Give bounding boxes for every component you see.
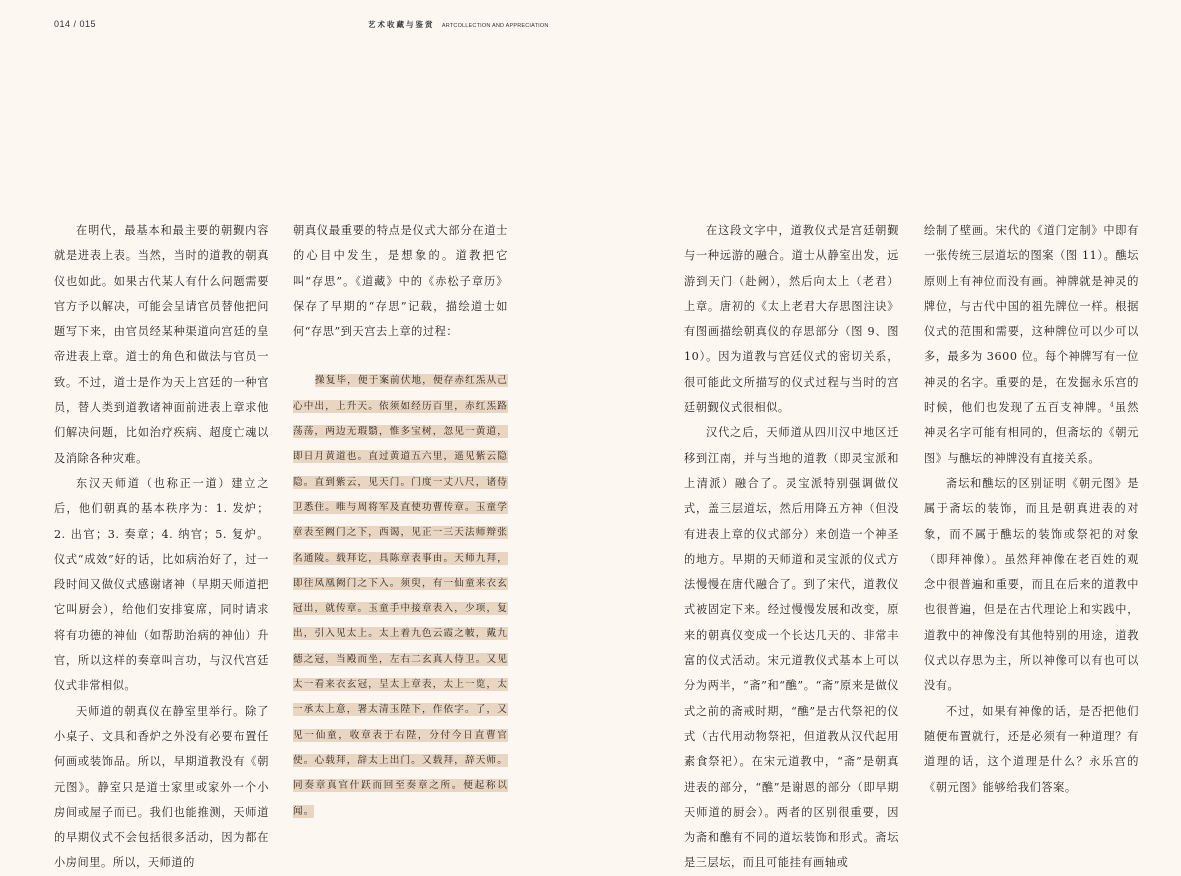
text-column-4 <box>924 218 1139 800</box>
paragraph: 斋坛和醮坛的区别证明《朝元图》是属于斋坛的装饰，而且是朝真进表的对象，而不属于醮坛的装饰或祭祀的对象（即拜神像）。虽然拜神像在老百姓的观念中很普遍和重要，而且在后来的道教中也很普遍，但是在古代理论上和实践中，道教中的神像没有其他特别的用途，道教仪式以存思为主，所以神像可以有也可以没有。 <box>924 476 1139 693</box>
footnote-marker[interactable]: 4 <box>1109 401 1115 409</box>
paragraph: 天师道的朝真仪在静室里举行。除了小桌子、文具和香炉之外没有必要布置任何画或装饰品。所以，早期道教没有《朝元图》。静室只是道士家里或家外一个小房间或屋子而已。我们也能推测，天师道的早期仪式不会包括很多活动，因为都在小房间里。所以，天师道的 <box>54 704 269 870</box>
text-column-1 <box>54 218 269 876</box>
running-title-cn: 艺术收藏与鉴赏 <box>368 20 435 29</box>
block-quote <box>293 368 508 823</box>
paragraph-text: 虽然神灵名字可能有相同的，但斋坛的《朝元图》与醮坛的神牌没有直接关系。 <box>924 401 1139 465</box>
page-folio: 014 / 015 <box>54 19 97 29</box>
paragraph: 在这段文字中，道教仪式是宫廷朝觐与一种远游的融合。道士从静室出发，远游到天门（赴阙），然后向太上（老君）上章。唐初的《太上老君大存思图注诀》有图画描绘朝真仪的存思部分（图 9、图 10）。因为道教与宫廷仪式的密切关系，很可能此文所描写的仪式过程与当时的宫廷朝觐仪式很相似。 <box>684 224 899 415</box>
paragraph: 汉代之后，天师道从四川汉中地区迁移到江南，并与当地的道教（即灵宝派和上清派）融合了。灵宝派特别强调做仪式，盖三层道坛，然后用降五方神（但没有进表上章的仪式部分）来创造一个神圣的地方。早期的天师道和灵宝派的仪式方法慢慢在唐代融合了。到了宋代，道教仪式被固定下来。经过慢慢发展和改变，原来的朝真仪变成一个长达几天的、非常丰富的仪式活动。宋元道教仪式基本上可以分为两半，“斋”和“醮”。“斋”原来是做仪式之前的斋戒时期，“醮”是古代祭祀的仪式（古代用动物祭祀，但道教从汉代起用素食祭祀）。在宋元道教中，“斋”是朝真进表的部分，“醮”是谢恩的部分（即早期天师道的厨会）。两者的区别很重要，因为斋和醮有不同的道坛装饰和形式。斋坛是三层坛，而且可能挂有画轴或 <box>684 426 899 870</box>
text-column-3 <box>684 218 899 876</box>
paragraph-text: 绘制了壁画。宋代的《道门定制》中即有一张传统三层道坛的图案（图 11）。醮坛原则上有神位而没有画。神牌就是神灵的牌位，与古代中国的祖先牌位一样。根据仪式的范围和需要，这种牌位可以少可以多，最多为 3600 位。每个神牌写有一位神灵的名字。重要的是，在发掘永乐宫的时候，他们也发现了五百支神牌。 <box>924 224 1139 415</box>
running-title-en: ARTCOLLECTION AND APPRECIATION <box>441 23 549 29</box>
paragraph <box>924 218 1139 471</box>
paragraph: 东汉天师道（也称正一道）建立之后，他们朝真的基本秩序为：1. 发炉；2. 出官；3. 奏章；4. 纳官；5. 复炉。仪式“成效”好的话，比如病治好了，过一段时间又做仪式感谢诸神（早期天师道把它叫厨会），给他们安排宴席，同时请求将有功德的神仙（如帮助治病的神仙）升官，所以这样的奏章叫言功，与汉代宫廷仪式非常相似。 <box>54 476 269 693</box>
running-title <box>368 19 549 30</box>
text-column-2 <box>293 218 508 824</box>
highlighted-quote-text: 操复毕，便于案前伏地，便存赤红炁从己心中出，上升天。依须如经历百里，赤红炁路荡荡，两边无瑕翳，惟多宝树，忽见一黄道，即日月黄道也。直过黄道五六里，遥见紫云隐隐。直到紫云，见天门。门度一丈八尺，诸侍卫悉住。唯与周将军及直使功曹传章。玉童学章表至阙门之下，西谒，见正一三天法师辩张名通陵。载拜讫，具陈章表事由。天师九拜，即往凤凰阙门之下入。须臾，有一仙童来衣玄冠出，就传章。玉童手中接章表入，少项，复出，引入见太上。太上着九色云霞之帔，戴九德之冠，当殿而坐，左右二玄真人侍卫。又见太一看来衣玄冠，呈太上章表，太上一览，太一承太上意，署太清玉陛下，作依字。了，又见一仙童，收章表于右陛，分付今日直曹官使。心载拜，辞太上出门。又载拜，辞天师。同奏章真官什跃而回至奏章之所。便起称以闻。 <box>293 375 508 817</box>
paragraph: 不过，如果有神像的话，是否把他们随便布置就行，还是必须有一种道理？有道理的话，这个道理是什么？永乐宫的《朝元图》能够给我们答案。 <box>924 704 1139 794</box>
paragraph: 在明代，最基本和最主要的朝觐内容就是进表上表。当然，当时的道教的朝真仪也如此。如果古代某人有什么问题需要官方予以解决，可能会呈请官员替他把问题写下来，由官员经某种渠道向宫廷的皇帝进表上章。道士的角色和做法与官员一致。不过，道士是作为天上宫廷的一种官员，替人类到道教诸神面前进表上章求他们解决问题，比如治疗疾病、超度亡魂以及消除各种灾难。 <box>54 224 269 465</box>
paragraph: 朝真仪最重要的特点是仪式大部分在道士的心目中发生，是想象的。道教把它叫“存思”。《道藏》中的《赤松子章历》保存了早期的“存思”记载，描绘道士如何“存思”到天宫去上章的过程： <box>293 224 508 339</box>
